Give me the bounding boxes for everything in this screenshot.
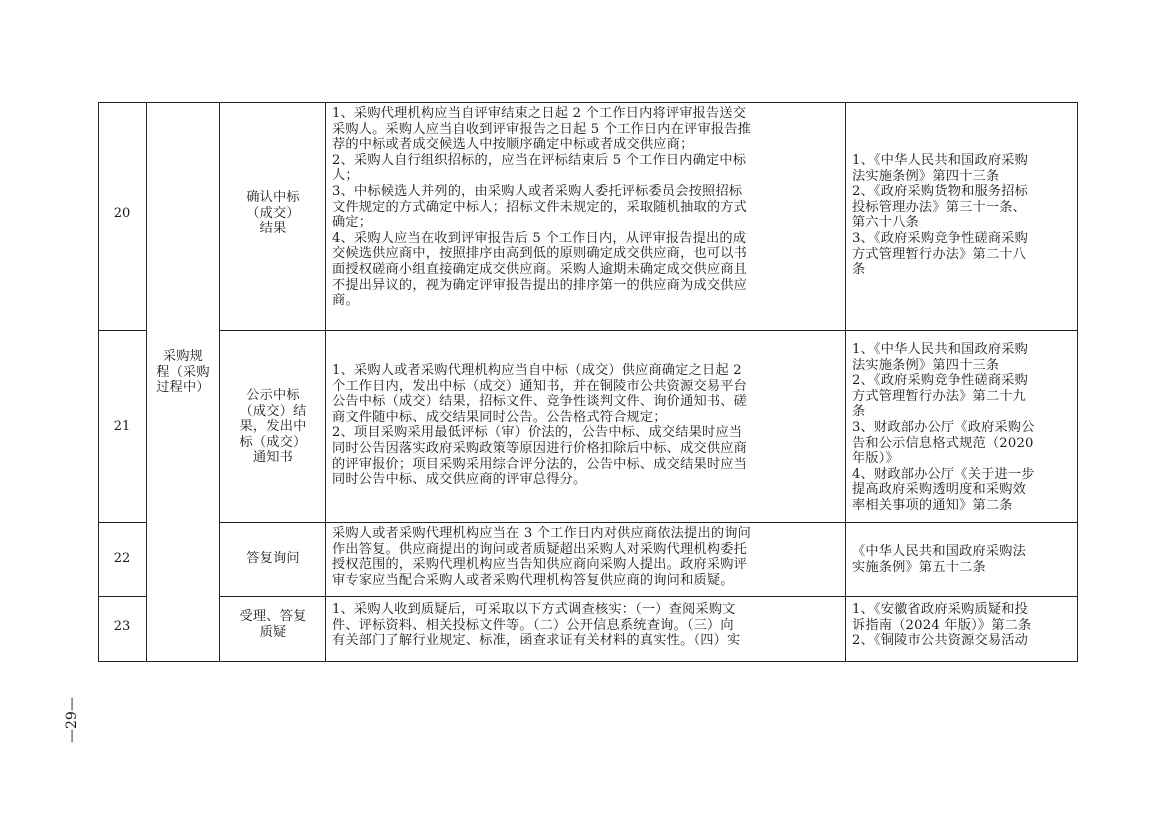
row-divider <box>98 522 146 523</box>
row-divider <box>219 330 1078 331</box>
basis-cell: 《中华人民共和国政府采购法 实施条例》第五十二条 <box>852 544 1027 575</box>
basis-cell: 1、《安徽省政府采购质疑和投 诉指南（2024 年版）》第二条 2、《铜陵市公共资源交易活动 <box>852 602 1032 649</box>
col-divider <box>146 102 147 662</box>
content-cell: 1、采购人或者采购代理机构应当自中标（成交）供应商确定之日起 2 个工作日内，发出中标（成交）通知书，并在铜陵市公共资源交易平台 公告中标（成交）结果，招标文件、竞争性谈判文件、询价通知书、磋 商文件随中标、成交结果同时公告。公告格式符合规定； 2、项目采购采用最低评标（审）价法的，公告中标、成交结果时应当 同时公告因落实政府采购政策等原因进行价格扣除后中标、成交供应商 的评审报价；项目采购采用综合评分法的，公告中标、成交结果时应当 同时公告中标、成交供应商的评审总得分。 <box>332 363 748 488</box>
item-cell: 公示中标 （成交）结 果，发出中 标（成交） 通知书 <box>239 388 307 466</box>
row-number: 20 <box>113 206 131 221</box>
page-number: —29— <box>64 697 80 743</box>
item-cell: 答复询问 <box>246 551 300 566</box>
basis-cell: 1、《中华人民共和国政府采购 法实施条例》第四十三条 2、《政府采购货物和服务招标 投标管理办法》第三十一条、 第六十八条 3、《政府采购竞争性磋商采购 方式管理暂行办法》第二十八 条 <box>852 153 1029 278</box>
row-number: 22 <box>113 551 131 566</box>
content-cell: 采购人或者采购代理机构应当在 3 个工作日内对供应商依法提出的询问 作出答复。供应商提出的询问或者质疑超出采购人对采购代理机构委托 授权范围的，采购代理机构应当告知供应商向采购人提出。政府采购评 审专家应当配合采购人或者采购代理机构答复供应商的询问和质疑。 <box>332 526 751 588</box>
item-cell: 受理、答复 质疑 <box>239 609 307 640</box>
col-divider <box>219 102 220 662</box>
row-divider <box>219 522 1078 523</box>
content-cell: 1、采购人收到质疑后，可采取以下方式调查核实：（一）查阅采购文 件、评标资料、相关投标文件等。（二）公开信息系统查询。（三）向 有关部门了解行业规定、标准，函查求证有关材料的真实性。（四）实 <box>332 602 741 649</box>
row-divider <box>98 330 146 331</box>
content-cell: 1、采购代理机构应当自评审结束之日起 2 个工作日内将评审报告送交 采购人。采购人应当自收到评审报告之日起 5 个工作日内在评审报告推 荐的中标或者成交候选人中按顺序确定中标或者成交供应商； 2、采购人自行组织招标的，应当在评标结束后 5 个工作日内确定中标 人； 3、中标候选人并列的，由采购人或者采购人委托评标委员会按照招标 文件规定的方式确定中标人；招标文件未规定的，采取随机抽取的方式 确定； 4、采购人应当在收到评审报告后 5 个工作日内，从评审报告提出的成 交候选供应商中，按照排序由高到低的原则确定成交供应商，也可以书 面授权磋商小组直接确定成交供应商。采购人逾期未确定成交供应商且 不提出异议的，视为确定评审报告提出的排序第一的供应商为成交供应 商。 <box>332 106 751 309</box>
col-divider <box>845 102 846 662</box>
item-cell: 确认中标 （成交） 结果 <box>246 190 300 237</box>
row-divider <box>219 596 1078 597</box>
col-divider <box>325 102 326 662</box>
row-divider <box>98 596 146 597</box>
basis-cell: 1、《中华人民共和国政府采购 法实施条例》第四十三条 2、《政府采购竞争性磋商采购 方式管理暂行办法》第二十九 条 3、财政部办公厅《政府采购公 告和公示信息格式规范（2020 年版）》 4、财政部办公厅《关于进一步 提高政府采购透明度和采购效 率相关事项的通知》第二条 <box>852 342 1035 513</box>
category-cell: 采购规 程（采购 过程中） <box>156 349 210 396</box>
row-number: 21 <box>113 419 131 434</box>
row-number: 23 <box>113 619 131 634</box>
